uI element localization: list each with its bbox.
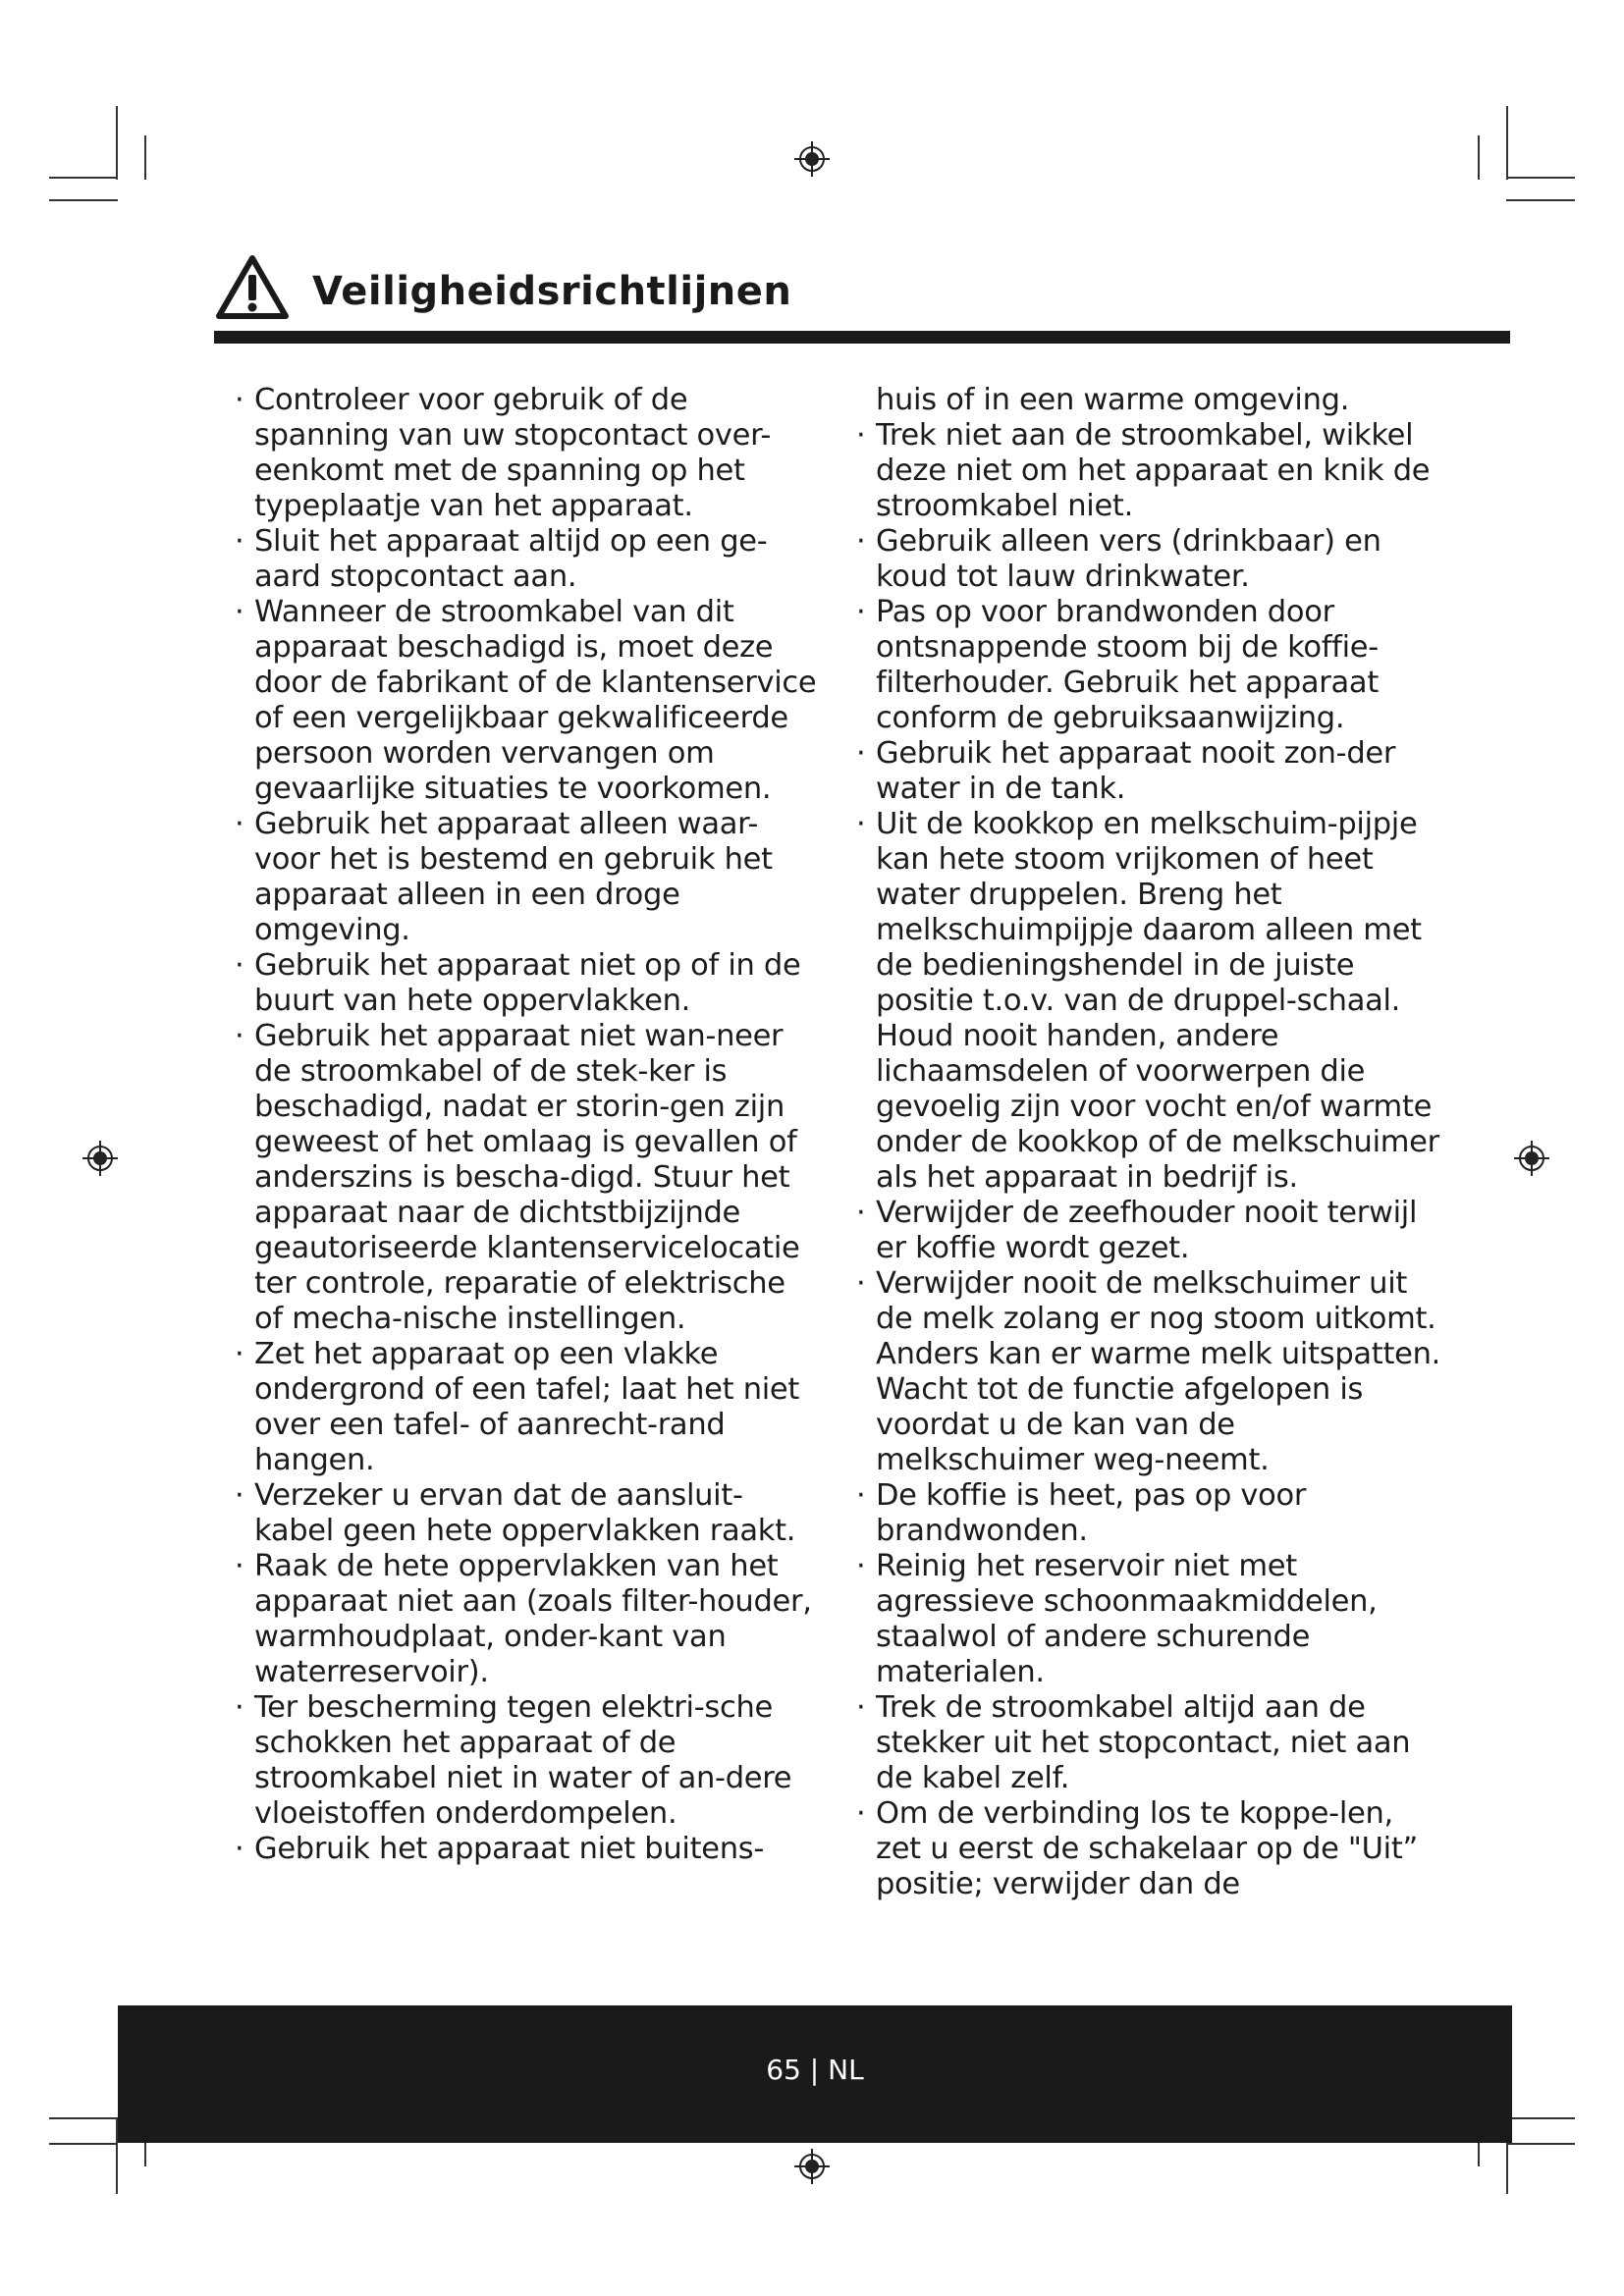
warning-triangle-icon xyxy=(214,253,291,322)
list-item: · Wanneer de stroomkabel van dit apparaat beschadigd is, moet deze door de fabrikant of de klantenservice of een vergelijkbaar gekwalificeerde persoon worden vervangen om gevaarlijke situaties te voorkomen. xyxy=(235,595,817,806)
crop-mark xyxy=(1478,135,1480,180)
registration-mark-icon xyxy=(1512,1139,1551,1178)
crop-mark xyxy=(1506,106,1508,180)
crop-mark xyxy=(116,106,118,180)
crop-mark xyxy=(1506,2143,1575,2145)
crop-mark xyxy=(49,199,118,201)
list-item: · Gebruik het apparaat alleen waar-voor het is bestemd en gebruik het apparaat alleen in een droge omgeving. xyxy=(235,807,773,947)
registration-mark-icon xyxy=(792,2147,832,2186)
list-item: · Trek de stroomkabel altijd aan de stekker uit het stopcontact, niet aan de kabel zelf. xyxy=(856,1690,1411,1795)
crop-mark xyxy=(49,2143,118,2145)
list-item: · Controleer voor gebruik of de spanning van uw stopcontact over-eenkomt met de spanning op het typeplaatje van het apparaat. xyxy=(235,383,772,523)
list-item: · Ter bescherming tegen elektri-sche schokken het apparaat of de stroomkabel niet in water of an-dere vloeistoffen onderdompelen. xyxy=(235,1690,792,1831)
list-item: · Reinig het reservoir niet met agressieve schoonmaakmiddelen, staalwol of andere schurende materialen. xyxy=(856,1549,1378,1689)
crop-mark xyxy=(49,2117,118,2119)
footer-bar xyxy=(118,2005,1512,2143)
crop-mark xyxy=(49,177,118,179)
registration-mark-icon xyxy=(81,1139,120,1178)
list-item: · Verwijder de zeefhouder nooit terwijl er koffie wordt gezet. xyxy=(856,1196,1418,1265)
crop-mark xyxy=(1506,199,1575,201)
list-item: · Om de verbinding los te koppe-len, zet u eerst de schakelaar op de "Uit” positie; verwijder dan de xyxy=(856,1796,1419,1901)
right-column xyxy=(852,383,1441,1902)
crop-mark xyxy=(1506,2117,1575,2119)
page-number: 65 | NL xyxy=(766,2054,864,2086)
list-item: · Pas op voor brandwonden door ontsnappende stoom bij de koffie-filterhouder. Gebruik het apparaat conform de gebruiksaanwijzing. xyxy=(856,595,1379,735)
list-item: · Uit de kookkop en melkschuim-pijpje kan hete stoom vrijkomen of heet water druppelen. Breng het melkschuimpijpje daarom alleen met de bedieningshendel in de juiste positie t.o.v. van de druppel-schaal. Houd nooit handen, andere lichaamsdelen of voorwerpen die gevoelig zijn voor vocht en/of warmte onder de kookkop of de melkschuimer als het apparaat in bedrijf is. xyxy=(856,807,1439,1195)
list-item: · Trek niet aan de stroomkabel, wikkel deze niet om het apparaat en knik de stroomkabel niet. xyxy=(856,418,1431,523)
list-item: · Verzeker u ervan dat de aansluit-kabel geen hete oppervlakken raakt. xyxy=(235,1478,796,1548)
list-item: · De koffie is heet, pas op voor brandwonden. xyxy=(856,1478,1307,1548)
list-item: · Gebruik het apparaat niet wan-neer de stroomkabel of de stek-ker is beschadigd, nadat er storin-gen zijn geweest of het omlaag is gevallen of anderszins is bescha-digd. Stuur het apparaat naar de dichtstbijzijnde geautoriseerde klantenservicelocatie ter controle, reparatie of elektrische of mecha-nische instellingen. xyxy=(235,1019,800,1336)
list-item: · Gebruik het apparaat niet op of in de buurt van hete oppervlakken. xyxy=(235,948,801,1018)
registration-mark-icon xyxy=(792,139,832,179)
page-title: Veiligheidsrichtlijnen xyxy=(312,269,792,314)
safety-list-left xyxy=(231,383,820,1867)
crop-mark xyxy=(1506,177,1575,179)
safety-list-right xyxy=(852,383,1441,1902)
list-item: · Raak de hete oppervlakken van het apparaat niet aan (zoals filter-houder, warmhoudplaat, onder-kant van waterreservoir). xyxy=(235,1549,812,1689)
list-item: · Gebruik het apparaat niet buitens- xyxy=(235,1832,765,1866)
list-item-continuation: huis of in een warme omgeving. xyxy=(876,383,1350,417)
list-item: · Zet het apparaat op een vlakke ondergrond of een tafel; laat het niet over een tafel- of aanrecht-rand hangen. xyxy=(235,1337,800,1477)
left-column xyxy=(231,383,820,1867)
list-item: · Verwijder nooit de melkschuimer uit de melk zolang er nog stoom uitkomt. Anders kan er warme melk uitspatten. Wacht tot de functie afgelopen is voordat u de kan van de melkschuimer weg-neemt. xyxy=(856,1266,1441,1477)
list-item: · Sluit het apparaat altijd op een ge-aard stopcontact aan. xyxy=(235,524,768,594)
section-header xyxy=(214,253,1510,342)
list-item: · Gebruik alleen vers (drinkbaar) en koud tot lauw drinkwater. xyxy=(856,524,1381,594)
header-rule xyxy=(214,331,1510,344)
list-item: · Gebruik het apparaat nooit zon-der water in de tank. xyxy=(856,736,1396,806)
crop-mark xyxy=(144,135,146,180)
